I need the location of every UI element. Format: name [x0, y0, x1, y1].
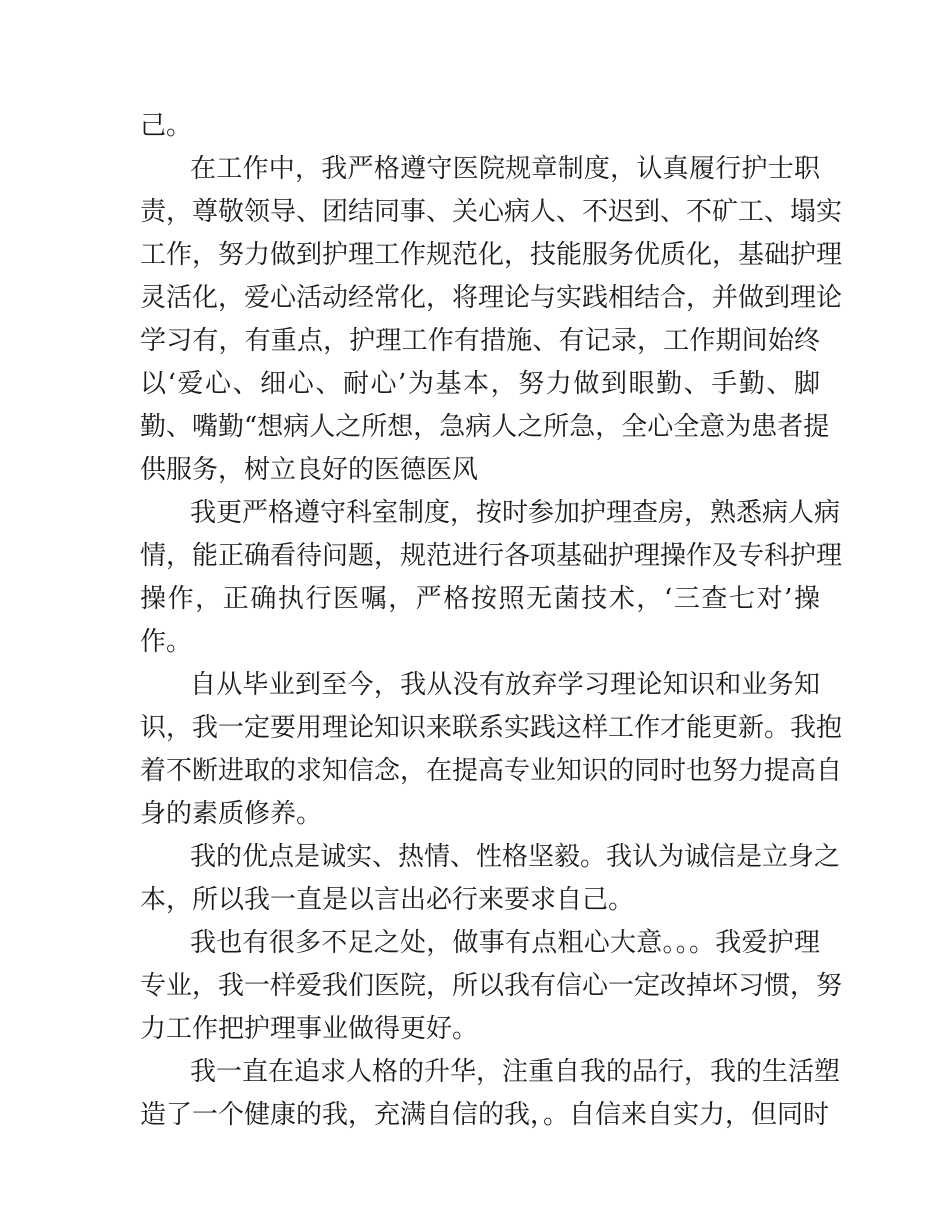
text-line: 勤、嘴勤“想病人之所想，急病人之所急，全心全意为患者提	[140, 412, 830, 442]
text-line: 作。	[140, 627, 193, 657]
text-line: 着不断进取的求知信念，在提高专业知识的同时也努力提高自	[140, 756, 843, 786]
text-line: 造了一个健康的我，充满自信的我，。自信来自实力，但同时	[140, 1100, 830, 1130]
text-line: 我也有很多不足之处，做事有点粗心大意。。。我爱护理	[190, 928, 820, 958]
text-line: 己。	[140, 111, 193, 141]
text-line: 供服务，树立良好的医德医风	[140, 455, 479, 485]
text-line: 灵活化，爱心活动经常化，将理论与实践相结合，并做到理论	[140, 283, 843, 313]
text-line: 在工作中，我严格遵守医院规章制度，认真履行护士职	[190, 154, 820, 184]
text-line: 我的优点是诚实、热情、性格坚毅。我认为诚信是立身之	[190, 842, 841, 872]
text-line: 操作，正确执行医嘱，严格按照无菌技术，‘三查七对’操	[140, 584, 820, 614]
text-line: 识，我一定要用理论知识来联系实践这样工作才能更新。我抱	[140, 713, 843, 743]
text-line: 工作，努力做到护理工作规范化，技能服务优质化，基础护理	[140, 240, 843, 270]
text-line: 身的素质修养。	[140, 799, 323, 829]
text-line: 力工作把护理事业做得更好。	[140, 1014, 479, 1044]
text-line: 自从毕业到至今，我从没有放弃学习理论知识和业务知	[190, 670, 820, 700]
text-line: 我更严格遵守科室制度，按时参加护理查房，熟悉病人病	[190, 498, 841, 528]
text-line: 情，能正确看待问题，规范进行各项基础护理操作及专科护理	[140, 541, 843, 571]
text-line: 责，尊敬领导、团结同事、关心病人、不迟到、不矿工、塌实	[140, 197, 843, 227]
text-line: 学习有，有重点，护理工作有措施、有记录，工作期间始终	[140, 326, 820, 356]
text-line: 以‘爱心、细心、耐心’为基本，努力做到眼勤、手勤、脚	[140, 369, 820, 399]
text-line: 本，所以我一直是以言出必行来要求自己。	[140, 885, 635, 915]
text-line: 专业，我一样爱我们医院，所以我有信心一定改掉坏习惯，努	[140, 971, 843, 1001]
text-line: 我一直在追求人格的升华，注重自我的品行，我的生活塑	[190, 1057, 841, 1087]
